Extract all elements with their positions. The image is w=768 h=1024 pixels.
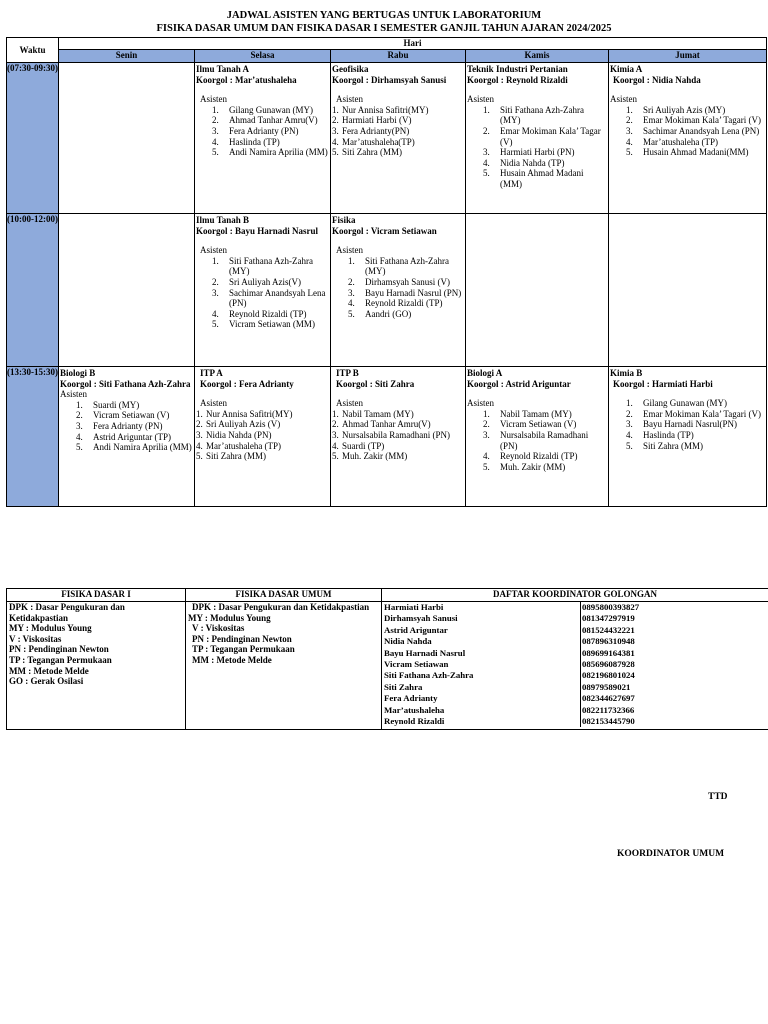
list-item: 2. Vicram Setiawan (V) (76, 410, 170, 421)
course-koorgol: Koorgol : Siti Zahra (336, 378, 415, 389)
list-item: 1. Sri Auliyah Azis (MY) (626, 104, 726, 115)
list-item: 4. Nidia Nahda (TP) (483, 157, 565, 168)
abbr-item: V : Viskositas (192, 623, 245, 634)
list-item: 3. Fera Adrianty (PN) (76, 420, 163, 431)
cell-jumat-slot2 (609, 214, 767, 367)
list-item: 5. Muh. Zakir (MM) (483, 461, 566, 472)
asisten-list (196, 409, 328, 462)
day-header-kamis: Kamis (466, 50, 609, 63)
cell-kamis-slot2 (466, 214, 609, 367)
list-item: 4. Mar’atushaleha (TP) (626, 136, 719, 147)
abbr-item: MY : Modulus Young (9, 623, 92, 634)
asisten-list (467, 409, 606, 473)
list-item: 2. Vicram Setiawan (V) (483, 419, 577, 430)
cell-kamis-slot3 (466, 367, 609, 507)
asisten-label: Asisten (610, 94, 637, 105)
cell-jumat-slot3 (609, 367, 767, 507)
asisten-label: Asisten (200, 398, 227, 409)
cell-selasa-slot3 (195, 367, 331, 507)
asisten-list (610, 398, 764, 451)
asisten-list (196, 105, 328, 158)
abbr-item: TP : Tegangan Permukaan (9, 654, 112, 665)
list-item: 2. Ahmad Tanhar Amru(V) (332, 419, 431, 430)
list-item: 1. Gilang Gunawan (MY) (626, 398, 727, 409)
course-title: Teknik Industri Pertanian (467, 64, 568, 74)
day-header-selasa: Selasa (195, 50, 331, 63)
list-item: 3. Bayu Harnadi Nasrul (PN) (348, 287, 462, 298)
list-item: 5. Siti Zahra (MM) (196, 451, 266, 462)
list-item: Dirhamsyah Sanusi 081347297919 (382, 613, 768, 624)
course-koorgol: Koorgol : Reynold Rizaldi (467, 74, 568, 85)
course-title: Fisika (332, 215, 356, 225)
list-item: 3. Bayu Harnadi Nasrul(PN) (626, 419, 737, 430)
abbr-item: V : Viskositas (9, 633, 62, 644)
list-item: 2. Sri Auliyah Azis (V) (196, 419, 281, 430)
list-item: 1. Gilang Gunawan (MY) (212, 104, 313, 115)
time-slot-3: (13:30-15:30) (7, 367, 59, 507)
asisten-label: Asisten (200, 94, 227, 105)
list-item: 1. Nabil Tamam (MY) (483, 408, 572, 419)
waktu-header: Waktu (7, 38, 59, 63)
cell-senin-slot2 (59, 214, 195, 367)
asisten-list (332, 105, 463, 158)
list-item: 5. Muh. Zakir (MM) (332, 451, 408, 462)
list-item: 1. Suardi (MY) (76, 399, 140, 410)
asisten-label: Asisten (467, 94, 494, 105)
list-item: Reynold Rizaldi 082153445790 (382, 716, 768, 727)
page-subtitle: FISIKA DASAR UMUM DAN FISIKA DASAR I SEMESTER GANJIL TAHUN AJARAN 2024/2025 (156, 23, 612, 34)
list-item: Vicram Setiawan 085696087928 (382, 659, 768, 670)
course-title: Kimia B (610, 368, 643, 378)
asisten-label: Asisten (336, 398, 363, 409)
list-item: Siti Zahra 08979589021 (382, 682, 768, 693)
course-title: Ilmu Tanah A (196, 64, 250, 74)
legend-fisika-dasar-1 (7, 602, 186, 730)
cell-senin-slot1 (59, 63, 195, 214)
list-item: 1. Nur Annisa Safitri(MY) (332, 104, 429, 115)
course-title: Kimia A (610, 64, 643, 74)
list-item: 5. Aandri (GO) (348, 308, 412, 319)
list-item: 4. Reynold Rizaldi (TP) (483, 451, 578, 462)
course-title: Geofisika (332, 64, 369, 74)
cell-rabu-slot2 (331, 214, 466, 367)
day-header-rabu: Rabu (331, 50, 466, 63)
list-item: 4. Astrid Ariguntar (TP) (76, 431, 171, 442)
course-title: Ilmu Tanah B (196, 215, 250, 225)
list-item: 1. Nur Annisa Safitri(MY) (196, 408, 293, 419)
cell-rabu-slot1 (331, 63, 466, 214)
list-item: 2. Sri Auliyah Azis(V) (212, 276, 301, 287)
list-item: 4. Reynold Rizaldi (TP) (348, 298, 443, 309)
list-item: Bayu Harnadi Nasrul 089699164381 (382, 648, 768, 659)
list-item: 4. Suardi (TP) (332, 440, 385, 451)
list-item: 5. Husain Ahmad Madani(MM) (626, 147, 749, 158)
course-title: ITP B (336, 368, 359, 378)
cell-rabu-slot3 (331, 367, 466, 507)
list-item: 5. Siti Zahra (MM) (626, 440, 703, 451)
legend-header-fisika-dasar-1: FISIKA DASAR I (7, 589, 186, 602)
list-item: 5. Andi Namira Aprilia (MM) (76, 442, 192, 453)
list-item: 5. Andi Namira Aprilia (MM) (212, 147, 328, 158)
time-slot-2: (10:00-12:00) (7, 214, 59, 367)
list-item: 1. Siti Fathana Azh-Zahra (MY) (483, 104, 584, 126)
list-item: 4. Haslinda (TP) (212, 136, 280, 147)
list-item: Fera Adrianty 082344627697 (382, 693, 768, 704)
list-item: 2. Harmiati Harbi (V) (332, 115, 412, 126)
legend-table (6, 588, 768, 730)
course-koorgol: Koorgol : Dirhamsyah Sanusi (332, 74, 447, 85)
list-item: 1. Siti Fathana Azh-Zahra (MY) (212, 255, 313, 277)
cell-selasa-slot1 (195, 63, 331, 214)
abbr-item: TP : Tegangan Permukaan (192, 644, 295, 655)
abbr-item: MM : Metode Melde (192, 654, 272, 665)
signature-label: TTD (708, 792, 728, 802)
list-item: 3. Harmiati Harbi (PN) (483, 147, 575, 158)
list-item: 2. Ahmad Tanhar Amru(V) (212, 115, 318, 126)
asisten-label: Asisten (336, 245, 363, 256)
cell-senin-slot3 (59, 367, 195, 507)
asisten-label: Asisten (336, 94, 363, 105)
asisten-list (60, 400, 192, 453)
asisten-list (196, 256, 328, 330)
course-title: Biologi B (60, 368, 96, 378)
list-item: 4. Reynold Rizaldi (TP) (212, 308, 307, 319)
cell-kamis-slot1 (466, 63, 609, 214)
asisten-label: Asisten (200, 245, 227, 256)
course-title: ITP A (200, 368, 223, 378)
course-title: Biologi A (467, 368, 503, 378)
abbr-item: PN : Pendinginan Newton (9, 644, 109, 655)
page-title: JADWAL ASISTEN YANG BERTUGAS UNTUK LABORATORIUM (226, 10, 542, 21)
list-item: 2. Emar Mokiman Kala’ Tagar (V) (483, 125, 601, 147)
asisten-list (332, 409, 463, 462)
list-item: 5. Vicram Setiawan (MM) (212, 319, 315, 330)
course-koorgol: Koorgol : Harmiati Harbi (613, 378, 713, 389)
day-header-jumat: Jumat (609, 50, 767, 63)
day-header-senin: Senin (59, 50, 195, 63)
list-item: 2. Emar Mokiman Kala’ Tagari (V) (626, 115, 761, 126)
hari-header: Hari (59, 38, 767, 50)
koordinator-list (382, 602, 768, 730)
course-koorgol: Koorgol : Fera Adrianty (200, 378, 294, 389)
abbr-item: MM : Metode Melde (9, 665, 89, 676)
abbr-item: PN : Pendinginan Newton (192, 633, 292, 644)
list-item: 3. Sachimar Anandsyah Lena (PN) (626, 125, 760, 136)
legend-fisika-dasar-umum (186, 602, 382, 730)
list-item: Mar’atushaleha 082211732366 (382, 705, 768, 716)
course-koorgol: Koorgol : Bayu Harnadi Nasrul (196, 225, 319, 236)
course-koorgol: Koorgol : Siti Fathana Azh-Zahra (60, 378, 191, 389)
abbr-item: DPK : Dasar Pengukuran dan Ketidakpastian (192, 602, 370, 612)
list-item: Siti Fathana Azh-Zahra 082196801024 (382, 670, 768, 681)
list-item: 1. Nabil Tamam (MY) (332, 408, 414, 419)
list-item: 2. Dirhamsyah Sanusi (V) (348, 276, 450, 287)
legend-header-koordinator: DAFTAR KOORDINATOR GOLONGAN (382, 589, 768, 602)
abbr-item: MY : Modulus Young (188, 612, 271, 623)
asisten-label: Asisten (467, 398, 494, 409)
list-item: 5. Siti Zahra (MM) (332, 147, 402, 158)
list-item: 3. Sachimar Anandsyah Lena (PN) (212, 287, 326, 309)
legend-header-fisika-dasar-umum: FISIKA DASAR UMUM (186, 589, 382, 602)
list-item: 4. Mar’atushaleha(TP) (332, 136, 415, 147)
list-item: 3. Nidia Nahda (PN) (196, 429, 272, 440)
asisten-list (332, 256, 463, 320)
list-item: Nidia Nahda 087896310948 (382, 636, 768, 647)
asisten-list (610, 105, 764, 158)
course-koorgol: Koorgol : Nidia Nahda (613, 74, 701, 85)
list-item: Harmiati Harbi 0895800393827 (382, 602, 768, 613)
cell-jumat-slot1 (609, 63, 767, 214)
asisten-label: Asisten (60, 389, 87, 400)
cell-selasa-slot2 (195, 214, 331, 367)
list-item: 3. Fera Adrianty (PN) (212, 125, 299, 136)
abbr-item: DPK : Dasar Pengukuran dan Ketidakpastian (9, 602, 128, 623)
list-item: 2. Emar Mokiman Kala’ Tagari (V) (626, 408, 761, 419)
list-item: 3. Nursalsabila Ramadhani (PN) (483, 429, 589, 451)
schedule-table (6, 37, 767, 507)
list-item: 1. Siti Fathana Azh-Zahra (MY) (348, 255, 449, 277)
list-item: 3. Nursalsabila Ramadhani (PN) (332, 429, 450, 440)
course-koorgol: Koorgol : Vicram Setiawan (332, 225, 437, 236)
list-item: 4. Mar’atushaleha (TP) (196, 440, 282, 451)
koordinator-umum-label: KOORDINATOR UMUM (617, 849, 725, 859)
time-slot-1: (07:30-09:30) (7, 63, 59, 214)
list-item: 3. Fera Adrianty(PN) (332, 125, 410, 136)
course-koorgol: Koorgol : Mar’atushaleha (196, 74, 297, 85)
abbr-item: GO : Gerak Osilasi (9, 676, 84, 687)
list-item: 5. Husain Ahmad Madani (MM) (483, 168, 584, 189)
course-koorgol: Koorgol : Astrid Ariguntar (467, 378, 571, 389)
asisten-list (467, 105, 606, 190)
list-item: Astrid Ariguntar 081524432221 (382, 625, 768, 636)
list-item: 4. Haslinda (TP) (626, 429, 694, 440)
